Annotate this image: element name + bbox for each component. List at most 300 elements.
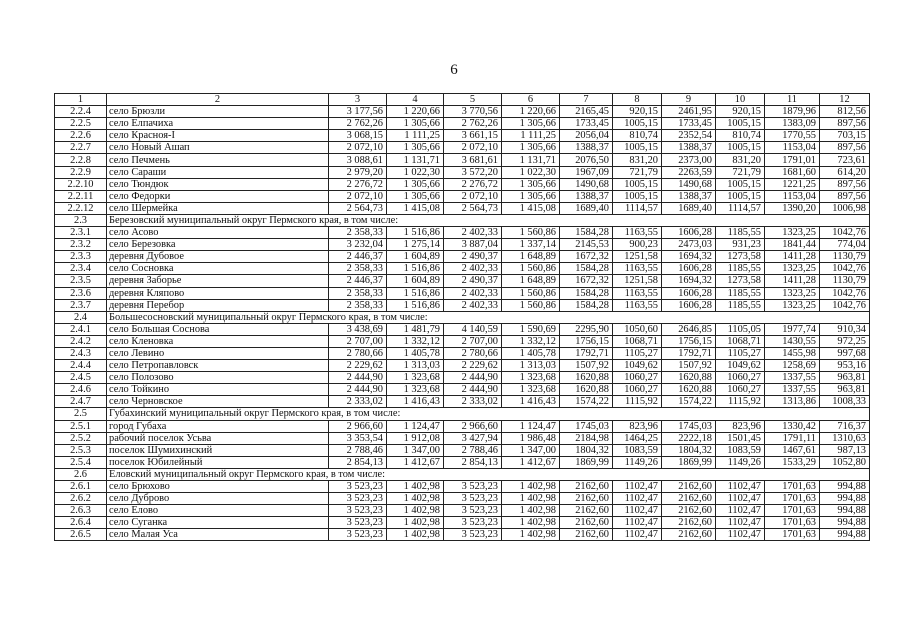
value-cell: 1105,27 [716, 347, 765, 359]
value-cell: 716,37 [820, 420, 870, 432]
settlement-name: деревня Перебор [107, 299, 329, 311]
value-cell: 1 516,86 [387, 263, 444, 275]
value-cell: 2 762,26 [329, 118, 387, 130]
value-cell: 1 604,89 [387, 251, 444, 263]
row-code: 2.6.4 [55, 517, 107, 529]
column-number-11: 11 [765, 94, 820, 106]
value-cell: 1756,15 [560, 335, 613, 347]
value-cell: 1114,57 [613, 202, 662, 214]
value-cell: 703,15 [820, 130, 870, 142]
value-cell: 1060,27 [613, 372, 662, 384]
value-cell: 2 854,13 [329, 456, 387, 468]
value-cell: 1115,92 [613, 396, 662, 408]
table-row [55, 142, 870, 154]
value-cell: 972,25 [820, 335, 870, 347]
value-cell: 1390,20 [765, 202, 820, 214]
row-code: 2.5.2 [55, 432, 107, 444]
settlement-name: село Большая Соснова [107, 323, 329, 335]
value-cell: 3 523,23 [329, 517, 387, 529]
value-cell: 1533,29 [765, 456, 820, 468]
value-cell: 1068,71 [716, 335, 765, 347]
value-cell: 1130,79 [820, 275, 870, 287]
value-cell: 1 313,03 [387, 360, 444, 372]
value-cell: 1 124,47 [387, 420, 444, 432]
value-cell: 3 427,94 [444, 432, 502, 444]
value-cell: 2 762,26 [444, 118, 502, 130]
value-cell: 1006,98 [820, 202, 870, 214]
table-row [55, 190, 870, 202]
value-cell: 1733,45 [560, 118, 613, 130]
value-cell: 1149,26 [613, 456, 662, 468]
value-cell: 1 415,08 [387, 202, 444, 214]
column-number-1: 1 [55, 94, 107, 106]
settlement-name: село Петропавловск [107, 360, 329, 372]
value-cell: 2 446,37 [329, 275, 387, 287]
value-cell: 1 516,86 [387, 227, 444, 239]
value-cell: 2 333,02 [444, 396, 502, 408]
value-cell: 1689,40 [560, 202, 613, 214]
table-row [55, 323, 870, 335]
value-cell: 2 229,62 [444, 360, 502, 372]
value-cell: 931,23 [716, 239, 765, 251]
value-cell: 1 402,98 [502, 529, 560, 541]
value-cell: 1060,27 [613, 384, 662, 396]
value-cell: 997,68 [820, 347, 870, 359]
value-cell: 2 444,90 [329, 372, 387, 384]
value-cell: 1258,69 [765, 360, 820, 372]
row-code: 2.4.3 [55, 347, 107, 359]
table-row [55, 347, 870, 359]
value-cell: 1 560,86 [502, 299, 560, 311]
value-cell: 2 072,10 [444, 142, 502, 154]
value-cell: 1005,15 [716, 178, 765, 190]
settlement-name: село Левино [107, 347, 329, 359]
value-cell: 1584,28 [560, 287, 613, 299]
value-cell: 2 444,90 [444, 384, 502, 396]
section-title: Березовский муниципальный округ Пермского края, в том числе: [107, 214, 870, 226]
value-cell: 2 446,37 [329, 251, 387, 263]
value-cell: 897,56 [820, 178, 870, 190]
value-cell: 1273,58 [716, 251, 765, 263]
value-cell: 1701,63 [765, 517, 820, 529]
value-cell: 2352,54 [662, 130, 716, 142]
value-cell: 1102,47 [716, 493, 765, 505]
value-cell: 1185,55 [716, 263, 765, 275]
value-cell: 1102,47 [613, 493, 662, 505]
value-cell: 2 780,66 [444, 347, 502, 359]
value-cell: 2056,04 [560, 130, 613, 142]
table-row [55, 251, 870, 263]
table-row [55, 456, 870, 468]
settlement-name: село Асово [107, 227, 329, 239]
settlement-name: поселок Шумихинский [107, 444, 329, 456]
value-cell: 1 648,89 [502, 251, 560, 263]
value-cell: 723,61 [820, 154, 870, 166]
value-cell: 920,15 [716, 106, 765, 118]
settlement-name: село Печмень [107, 154, 329, 166]
value-cell: 3 068,15 [329, 130, 387, 142]
value-cell: 1770,55 [765, 130, 820, 142]
settlement-name: село Сосновка [107, 263, 329, 275]
value-cell: 1606,28 [662, 263, 716, 275]
settlement-name: село Тюндюк [107, 178, 329, 190]
row-code: 2.6.2 [55, 493, 107, 505]
value-cell: 1163,55 [613, 299, 662, 311]
table-row [55, 130, 870, 142]
value-cell: 1584,28 [560, 299, 613, 311]
value-cell: 1620,88 [662, 384, 716, 396]
section-row [55, 408, 870, 420]
column-number-4: 4 [387, 94, 444, 106]
value-cell: 1 111,25 [387, 130, 444, 142]
settlement-name: село Березовка [107, 239, 329, 251]
value-cell: 1869,99 [662, 456, 716, 468]
value-cell: 1005,15 [613, 190, 662, 202]
value-cell: 2 854,13 [444, 456, 502, 468]
value-cell: 1049,62 [716, 360, 765, 372]
value-cell: 3 232,04 [329, 239, 387, 251]
value-cell: 1 402,98 [387, 493, 444, 505]
value-cell: 1323,25 [765, 263, 820, 275]
table-row [55, 420, 870, 432]
value-cell: 963,81 [820, 384, 870, 396]
value-cell: 2162,60 [560, 529, 613, 541]
column-number-6: 6 [502, 94, 560, 106]
value-cell: 2295,90 [560, 323, 613, 335]
value-cell: 1 022,30 [502, 166, 560, 178]
value-cell: 1 560,86 [502, 287, 560, 299]
section-row [55, 214, 870, 226]
value-cell: 2 402,33 [444, 263, 502, 275]
value-cell: 2 358,33 [329, 227, 387, 239]
value-cell: 721,79 [613, 166, 662, 178]
settlement-name: село Новый Ашап [107, 142, 329, 154]
section-row [55, 468, 870, 480]
value-cell: 2 707,00 [444, 335, 502, 347]
value-cell: 2162,60 [662, 481, 716, 493]
value-cell: 3 523,23 [444, 505, 502, 517]
row-code: 2.2.4 [55, 106, 107, 118]
row-code: 2.6.5 [55, 529, 107, 541]
value-cell: 1060,27 [716, 384, 765, 396]
value-cell: 810,74 [613, 130, 662, 142]
value-cell: 1792,71 [560, 347, 613, 359]
value-cell: 1977,74 [765, 323, 820, 335]
value-cell: 1411,28 [765, 275, 820, 287]
value-cell: 2162,60 [560, 481, 613, 493]
table-row [55, 481, 870, 493]
column-number-8: 8 [613, 94, 662, 106]
settlement-name: село Красноя-I [107, 130, 329, 142]
value-cell: 897,56 [820, 142, 870, 154]
value-cell: 1620,88 [560, 384, 613, 396]
value-cell: 1251,58 [613, 251, 662, 263]
value-cell: 1490,68 [662, 178, 716, 190]
value-cell: 2 444,90 [444, 372, 502, 384]
value-cell: 1163,55 [613, 227, 662, 239]
value-cell: 1 402,98 [502, 493, 560, 505]
row-code: 2.4.2 [55, 335, 107, 347]
value-cell: 1701,63 [765, 481, 820, 493]
value-cell: 1042,76 [820, 287, 870, 299]
row-code: 2.6.1 [55, 481, 107, 493]
value-cell: 3 887,04 [444, 239, 502, 251]
table-row [55, 263, 870, 275]
value-cell: 2 333,02 [329, 396, 387, 408]
value-cell: 2162,60 [560, 493, 613, 505]
value-cell: 1 412,67 [387, 456, 444, 468]
value-cell: 1701,63 [765, 529, 820, 541]
value-cell: 1 402,98 [502, 505, 560, 517]
value-cell: 1042,76 [820, 299, 870, 311]
value-cell: 2 979,20 [329, 166, 387, 178]
value-cell: 2 229,62 [329, 360, 387, 372]
value-cell: 1005,15 [716, 142, 765, 154]
row-code: 2.6 [55, 468, 107, 480]
value-cell: 1701,63 [765, 505, 820, 517]
row-code: 2.2.7 [55, 142, 107, 154]
value-cell: 1841,44 [765, 239, 820, 251]
value-cell: 1733,45 [662, 118, 716, 130]
value-cell: 1 220,66 [502, 106, 560, 118]
value-cell: 1337,55 [765, 372, 820, 384]
value-cell: 2 402,33 [444, 227, 502, 239]
row-code: 2.3.5 [55, 275, 107, 287]
value-cell: 2 564,73 [444, 202, 502, 214]
value-cell: 1005,15 [716, 190, 765, 202]
row-code: 2.2.11 [55, 190, 107, 202]
value-cell: 1791,01 [765, 154, 820, 166]
table-row [55, 517, 870, 529]
value-cell: 1068,71 [613, 335, 662, 347]
value-cell: 1114,57 [716, 202, 765, 214]
value-cell: 831,20 [716, 154, 765, 166]
value-cell: 1 516,86 [387, 287, 444, 299]
settlement-name: село Суганка [107, 517, 329, 529]
row-code: 2.2.9 [55, 166, 107, 178]
value-cell: 3 523,23 [329, 505, 387, 517]
value-cell: 1 402,98 [387, 481, 444, 493]
value-cell: 1 347,00 [502, 444, 560, 456]
value-cell: 1501,45 [716, 432, 765, 444]
value-cell: 1804,32 [560, 444, 613, 456]
value-cell: 1 305,66 [502, 178, 560, 190]
value-cell: 1330,42 [765, 420, 820, 432]
value-cell: 1310,63 [820, 432, 870, 444]
settlement-name: село Федорки [107, 190, 329, 202]
settlement-name: село Полозово [107, 372, 329, 384]
settlement-name: село Кленовка [107, 335, 329, 347]
value-cell: 3 661,15 [444, 130, 502, 142]
value-cell: 1464,25 [613, 432, 662, 444]
value-cell: 1383,09 [765, 118, 820, 130]
table-row [55, 432, 870, 444]
value-cell: 910,34 [820, 323, 870, 335]
row-code: 2.4.5 [55, 372, 107, 384]
value-cell: 1620,88 [560, 372, 613, 384]
value-cell: 1 131,71 [502, 154, 560, 166]
value-cell: 1105,05 [716, 323, 765, 335]
value-cell: 1 560,86 [502, 263, 560, 275]
value-cell: 1 332,12 [502, 335, 560, 347]
table-row [55, 178, 870, 190]
table-row [55, 202, 870, 214]
value-cell: 1251,58 [613, 275, 662, 287]
value-cell: 1388,37 [560, 142, 613, 154]
value-cell: 1102,47 [613, 517, 662, 529]
value-cell: 1701,63 [765, 493, 820, 505]
settlement-name: рабочий поселок Усьва [107, 432, 329, 444]
value-cell: 3 353,54 [329, 432, 387, 444]
value-cell: 1115,92 [716, 396, 765, 408]
section-title: Большесосновский муниципальный округ Пермского края, в том числе: [107, 311, 870, 323]
value-cell: 1083,59 [613, 444, 662, 456]
value-cell: 2162,60 [662, 529, 716, 541]
value-cell: 1745,03 [662, 420, 716, 432]
value-cell: 1 131,71 [387, 154, 444, 166]
value-cell: 1185,55 [716, 299, 765, 311]
table-body [55, 94, 870, 541]
settlement-name: село Сараши [107, 166, 329, 178]
value-cell: 1 412,67 [502, 456, 560, 468]
value-cell: 1049,62 [613, 360, 662, 372]
settlement-name: деревня Дубовое [107, 251, 329, 263]
value-cell: 1584,28 [560, 227, 613, 239]
value-cell: 2162,60 [560, 505, 613, 517]
table-row [55, 384, 870, 396]
value-cell: 1 124,47 [502, 420, 560, 432]
value-cell: 1411,28 [765, 251, 820, 263]
row-code: 2.4.6 [55, 384, 107, 396]
value-cell: 823,96 [613, 420, 662, 432]
column-number-3: 3 [329, 94, 387, 106]
value-cell: 1 305,66 [502, 118, 560, 130]
table-row [55, 166, 870, 178]
value-cell: 1804,32 [662, 444, 716, 456]
value-cell: 1 347,00 [387, 444, 444, 456]
value-cell: 1 022,30 [387, 166, 444, 178]
row-code: 2.4.1 [55, 323, 107, 335]
value-cell: 2373,00 [662, 154, 716, 166]
table-row [55, 227, 870, 239]
value-cell: 2162,60 [662, 517, 716, 529]
value-cell: 2145,53 [560, 239, 613, 251]
value-cell: 1388,37 [560, 190, 613, 202]
value-cell: 1 402,98 [387, 529, 444, 541]
table-row [55, 372, 870, 384]
row-code: 2.5.1 [55, 420, 107, 432]
value-cell: 1153,04 [765, 190, 820, 202]
value-cell: 1163,55 [613, 287, 662, 299]
value-cell: 1083,59 [716, 444, 765, 456]
table-row [55, 287, 870, 299]
value-cell: 1130,79 [820, 251, 870, 263]
value-cell: 1 305,66 [387, 178, 444, 190]
value-cell: 1042,76 [820, 263, 870, 275]
value-cell: 2473,03 [662, 239, 716, 251]
column-number-5: 5 [444, 94, 502, 106]
value-cell: 2 072,10 [329, 142, 387, 154]
value-cell: 994,88 [820, 481, 870, 493]
value-cell: 2 276,72 [329, 178, 387, 190]
value-cell: 1 415,08 [502, 202, 560, 214]
value-cell: 1606,28 [662, 287, 716, 299]
value-cell: 1337,55 [765, 384, 820, 396]
value-cell: 3 681,61 [444, 154, 502, 166]
value-cell: 1 305,66 [387, 190, 444, 202]
value-cell: 1879,96 [765, 106, 820, 118]
value-cell: 920,15 [613, 106, 662, 118]
column-number-2: 2 [107, 94, 329, 106]
value-cell: 1102,47 [613, 481, 662, 493]
settlement-name: город Губаха [107, 420, 329, 432]
header-row [55, 94, 870, 106]
value-cell: 987,13 [820, 444, 870, 456]
value-cell: 2 358,33 [329, 299, 387, 311]
value-cell: 2184,98 [560, 432, 613, 444]
value-cell: 2 276,72 [444, 178, 502, 190]
value-cell: 2076,50 [560, 154, 613, 166]
value-cell: 1 323,68 [387, 372, 444, 384]
value-cell: 1 111,25 [502, 130, 560, 142]
column-number-7: 7 [560, 94, 613, 106]
value-cell: 2263,59 [662, 166, 716, 178]
value-cell: 2 966,60 [444, 420, 502, 432]
value-cell: 1 590,69 [502, 323, 560, 335]
value-cell: 1185,55 [716, 227, 765, 239]
value-cell: 963,81 [820, 372, 870, 384]
value-cell: 953,16 [820, 360, 870, 372]
table-row [55, 444, 870, 456]
value-cell: 1008,33 [820, 396, 870, 408]
value-cell: 1507,92 [560, 360, 613, 372]
value-cell: 2 490,37 [444, 251, 502, 263]
value-cell: 3 770,56 [444, 106, 502, 118]
value-cell: 1 313,03 [502, 360, 560, 372]
column-number-9: 9 [662, 94, 716, 106]
value-cell: 2 564,73 [329, 202, 387, 214]
row-code: 2.3.6 [55, 287, 107, 299]
value-cell: 4 140,59 [444, 323, 502, 335]
value-cell: 1323,25 [765, 287, 820, 299]
value-cell: 1 305,66 [502, 142, 560, 154]
value-cell: 1005,15 [613, 178, 662, 190]
value-cell: 1005,15 [613, 118, 662, 130]
row-code: 2.3.3 [55, 251, 107, 263]
value-cell: 1323,25 [765, 227, 820, 239]
value-cell: 3 523,23 [444, 529, 502, 541]
value-cell: 3 523,23 [329, 493, 387, 505]
value-cell: 1042,76 [820, 227, 870, 239]
value-cell: 1 405,78 [387, 347, 444, 359]
table-row [55, 106, 870, 118]
value-cell: 1606,28 [662, 227, 716, 239]
value-cell: 1102,47 [716, 481, 765, 493]
value-cell: 1221,25 [765, 178, 820, 190]
column-number-12: 12 [820, 94, 870, 106]
section-title: Еловский муниципальный округ Пермского края, в том числе: [107, 468, 870, 480]
value-cell: 3 438,69 [329, 323, 387, 335]
value-cell: 897,56 [820, 190, 870, 202]
value-cell: 3 523,23 [444, 517, 502, 529]
value-cell: 994,88 [820, 505, 870, 517]
value-cell: 1 305,66 [387, 142, 444, 154]
settlement-name: село Елово [107, 505, 329, 517]
row-code: 2.2.5 [55, 118, 107, 130]
row-code: 2.2.12 [55, 202, 107, 214]
value-cell: 2165,45 [560, 106, 613, 118]
value-cell: 1323,25 [765, 299, 820, 311]
